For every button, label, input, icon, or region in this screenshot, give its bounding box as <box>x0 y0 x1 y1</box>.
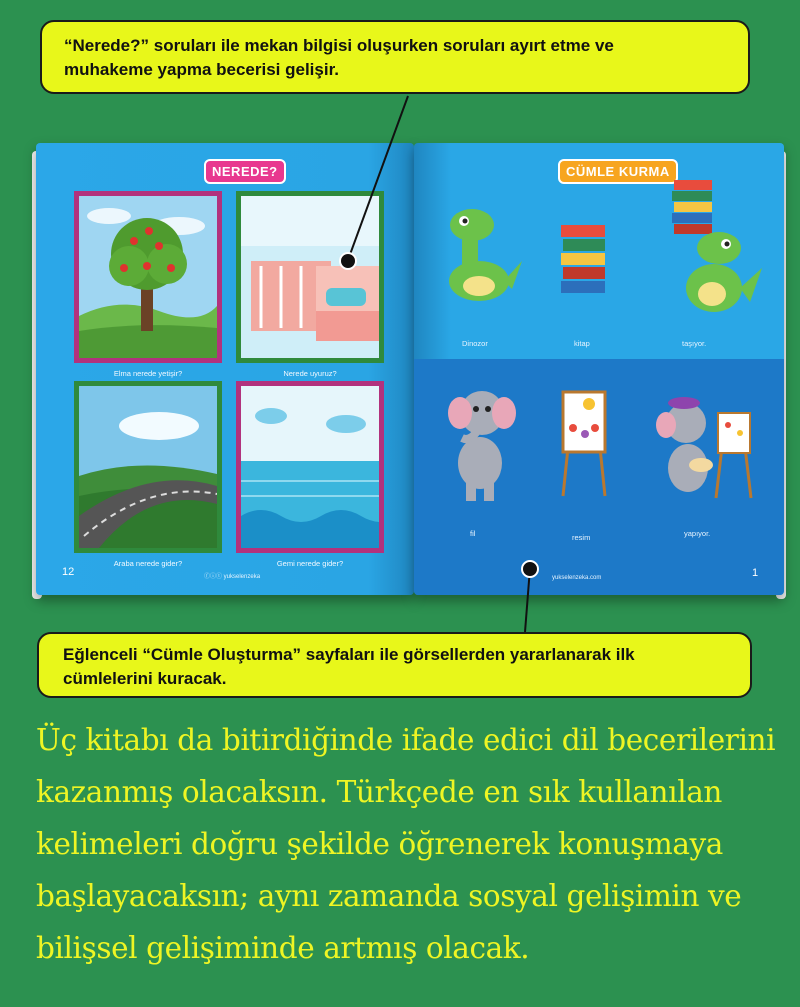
body-line-3: kelimeleri doğru şekilde öğrenerek konuşmaya <box>36 827 723 861</box>
website-text: yukselenzeka.com <box>552 575 602 581</box>
road-picture <box>74 381 222 553</box>
social-handle-text: yukselenzeka <box>223 574 261 580</box>
caption-sea: Gemi nerede gider? <box>276 559 344 568</box>
caption-apple: Elma nerede yetişir? <box>113 369 183 378</box>
callout-top <box>40 20 750 94</box>
right-page-number: 1 <box>752 567 759 579</box>
word-yapiyor: yapıyor. <box>684 529 711 538</box>
elephant-illustration <box>432 383 522 503</box>
left-page-title: NEREDE? <box>204 159 286 184</box>
body-line-2: kazanmış olacaksın. Türkçede en sık kullanılan <box>36 775 723 809</box>
easel-illustration <box>559 388 609 498</box>
elephant-painting-illustration <box>646 393 756 503</box>
word-dinozor: Dinozor <box>462 339 488 348</box>
bed-picture <box>236 191 384 363</box>
dinosaur-illustration <box>434 201 524 311</box>
dinosaur-carrying-books-illustration <box>664 178 764 328</box>
word-tasiyor: taşıyor. <box>682 339 707 348</box>
callout-bottom <box>37 632 752 698</box>
callout-top-line1: “Nerede?” soruları ile mekan bilgisi oluşurken soruları ayırt etme ve <box>64 36 614 55</box>
sea-picture <box>236 381 384 553</box>
pointer-dot-bottom <box>521 560 539 578</box>
body-line-1: Üç kitabı da bitirdiğinde ifade edici dil becerilerini <box>36 723 776 757</box>
pointer-dot-top <box>339 252 357 270</box>
apple-tree-picture <box>74 191 222 363</box>
word-kitap: kitap <box>574 339 590 348</box>
open-book <box>28 133 788 613</box>
body-paragraph <box>36 714 786 974</box>
social-handle <box>204 571 260 580</box>
books-illustration <box>559 223 609 301</box>
caption-road: Araba nerede gider? <box>113 559 183 568</box>
right-page-title: CÜMLE KURMA <box>558 159 678 184</box>
social-icons: ⓕⓘⓣ <box>204 574 224 580</box>
word-fil: fil <box>470 529 476 538</box>
caption-bed: Nerede uyuruz? <box>283 369 337 378</box>
body-line-5: bilişsel gelişiminde artmış olacak. <box>36 931 530 965</box>
left-page-number: 12 <box>62 566 75 578</box>
left-page <box>36 143 414 595</box>
callout-bottom-line2: cümlelerini kuracak. <box>63 669 227 688</box>
right-page <box>414 143 784 595</box>
callout-bottom-line1: Eğlenceli “Cümle Oluşturma” sayfaları ile görsellerden yararlanarak ilk <box>63 645 635 664</box>
body-line-4: başlayacaksın; aynı zamanda sosyal gelişimin ve <box>36 879 742 913</box>
callout-top-line2: muhakeme yapma becerisi gelişir. <box>64 60 339 79</box>
word-resim: resim <box>572 533 591 542</box>
